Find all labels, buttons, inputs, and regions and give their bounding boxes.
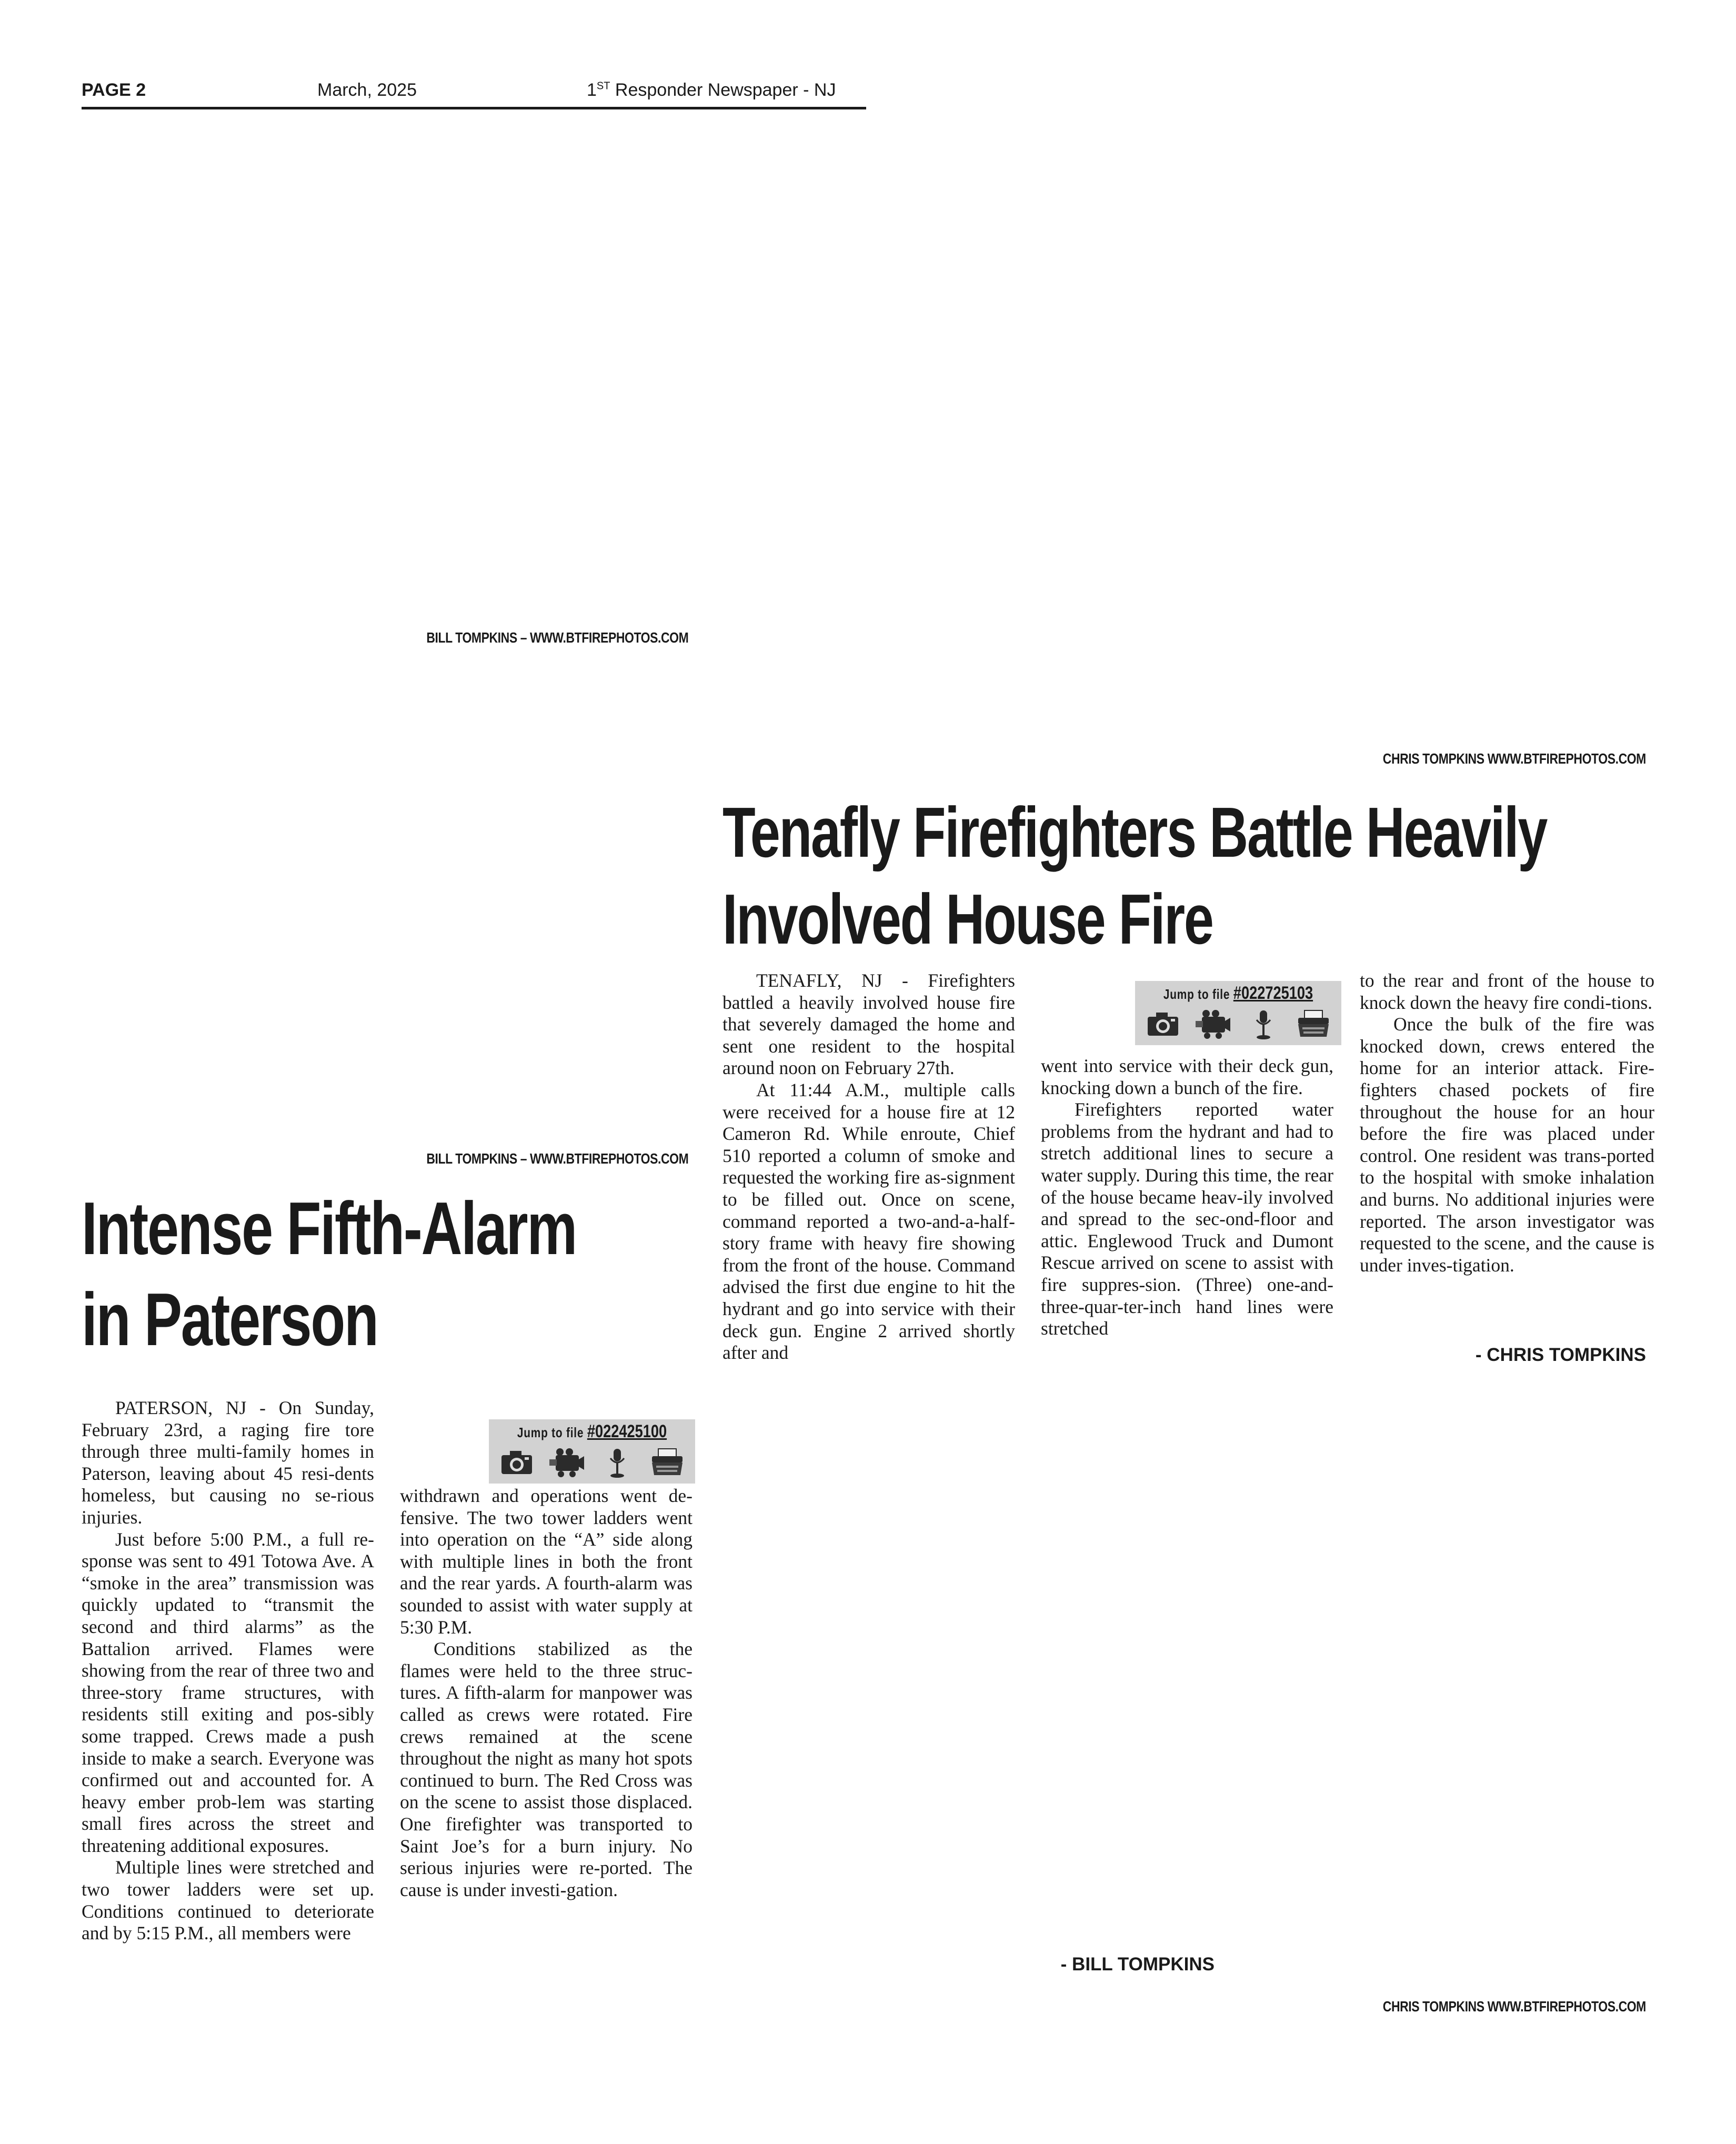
tenafly-headline	[723, 789, 1547, 963]
jump-to-file-box[interactable]	[489, 1419, 695, 1484]
jump-media-icons	[1142, 1006, 1334, 1042]
typewriter-icon[interactable]	[1293, 1007, 1334, 1041]
jump-to-file-label[interactable]: Jump to file #022725103	[1163, 983, 1313, 1003]
paragraph: PATERSON, NJ - On Sunday, February 23rd, a raging fire tore through three multi-family homes in Paterson, leaving about 45 resi-dents homeless, but causing no se-rious injuries.	[82, 1397, 374, 1528]
camera-icon[interactable]	[496, 1445, 537, 1480]
paterson-byline: - BILL TOMPKINS	[1060, 1954, 1215, 1975]
paragraph: to the rear and front of the house to knock down the heavy fire condi-tions.	[1360, 970, 1654, 1013]
paragraph: went into service with their deck gun, knocking down a bunch of the fire.	[1041, 1055, 1333, 1098]
paragraph: withdrawn and operations went de-fensive. The two tower ladders went into operation on the “A” side along with multiple lines in both the front and the rear yards. A fourth-alarm was sounded to assist with water supply at 5:30 P.M.	[400, 1485, 693, 1638]
video-camera-icon[interactable]	[1192, 1007, 1233, 1041]
header-rule	[82, 107, 866, 109]
paragraph: Multiple lines were stretched and two tower ladders were set up. Conditions continued to deteriorate and by 5:15 P.M., all members were	[82, 1857, 374, 1944]
paterson-headline	[82, 1183, 576, 1365]
photo-credit-top: BILL TOMPKINS – WWW.BTFIREPHOTOS.COM	[426, 629, 688, 646]
photo-credit-bottom: CHRIS TOMPKINS WWW.BTFIREPHOTOS.COM	[1382, 1998, 1646, 2015]
tenafly-column-1	[723, 970, 1015, 1364]
typewriter-icon[interactable]	[647, 1445, 688, 1480]
newspaper-name: 1ST Responder Newspaper - NJ	[587, 80, 836, 100]
jump-to-file-box[interactable]	[1135, 981, 1341, 1045]
tenafly-byline: - CHRIS TOMPKINS	[1475, 1345, 1646, 1365]
paragraph: Just before 5:00 P.M., a full re-sponse was sent to 491 Totowa Ave. A “smoke in the area” transmission was quickly updated to “transmit the second and third alarms” as the Battalion arrived. Flames were showing from the rear of three two and three-story frame structures, with residents still exiting and pos-sibly some trapped. Crews made a push inside to make a search. Everyone was confirmed out and accounted for. A heavy ember prob-lem was starting small fires across the street and threatening additional exposures.	[82, 1528, 374, 1856]
jump-media-icons	[496, 1445, 688, 1480]
issue-date: March, 2025	[317, 80, 417, 100]
jump-to-file-label[interactable]: Jump to file #022425100	[517, 1421, 667, 1441]
paterson-headline-line1: Intense Fifth-Alarm	[82, 1187, 577, 1270]
paragraph: Firefighters reported water problems from the hydrant and had to stretch additional lines to secure a water supply. During this time, the rear of the house became heav-ily involved and spread to the sec-ond-floor and attic. Englewood Truck and Dumont Rescue arrived on scene to assist with fire suppres-sion. (Three) one-and-three-quar-ter-inch hand lines were stretched	[1041, 1099, 1333, 1339]
tenafly-headline-line2: Involved House Fire	[723, 879, 1213, 959]
paterson-column-2	[400, 1485, 693, 1901]
paterson-headline-line2: in Paterson	[82, 1278, 378, 1362]
paterson-column-1	[82, 1397, 374, 1945]
photo-credit-tenafly: CHRIS TOMPKINS WWW.BTFIREPHOTOS.COM	[1382, 750, 1646, 767]
paragraph: TENAFLY, NJ - Firefighters battled a heavily involved house fire that severely damaged the home and sent one resident to the hospital around noon on February 27th.	[723, 970, 1015, 1079]
paragraph: Once the bulk of the fire was knocked down, crews entered the home for an interior attack. Fire-fighters chased pockets of fire throughout the house for an hour before the fire was placed under control. One resident was trans-ported to the hospital with smoke inhalation and burns. No additional injuries were reported. The arson investigator was requested to the scene, and the cause is under inves-tigation.	[1360, 1014, 1654, 1276]
microphone-icon[interactable]	[1243, 1007, 1284, 1041]
video-camera-icon[interactable]	[546, 1445, 587, 1480]
tenafly-headline-line1: Tenafly Firefighters Battle Heavily	[723, 793, 1547, 872]
paragraph: Conditions stabilized as the flames were held to the three struc-tures. A fifth-alarm for manpower was called as crews were rotated. Fire crews remained at the scene throughout the night as many hot spots continued to burn. The Red Cross was on the scene to assist those displaced. One firefighter was transported to Saint Joe’s for a burn injury. No serious injuries were re-ported. The cause is under investi-gation.	[400, 1638, 693, 1900]
photo-credit-paterson: BILL TOMPKINS – WWW.BTFIREPHOTOS.COM	[426, 1150, 688, 1167]
paragraph: At 11:44 A.M., multiple calls were received for a house fire at 12 Cameron Rd. While enroute, Chief 510 reported a column of smoke and requested the working fire as-signment to be filled out. Once on scene, command reported a two-and-a-half-story frame with heavy fire showing from the front of the house. Command advised the first due engine to hit the hydrant and go into service with their deck gun. Engine 2 arrived shortly after and	[723, 1079, 1015, 1364]
camera-icon[interactable]	[1142, 1007, 1183, 1041]
tenafly-column-3	[1360, 970, 1654, 1276]
tenafly-column-2	[1041, 1055, 1333, 1340]
microphone-icon[interactable]	[597, 1445, 638, 1480]
page-number: PAGE 2	[82, 80, 146, 100]
